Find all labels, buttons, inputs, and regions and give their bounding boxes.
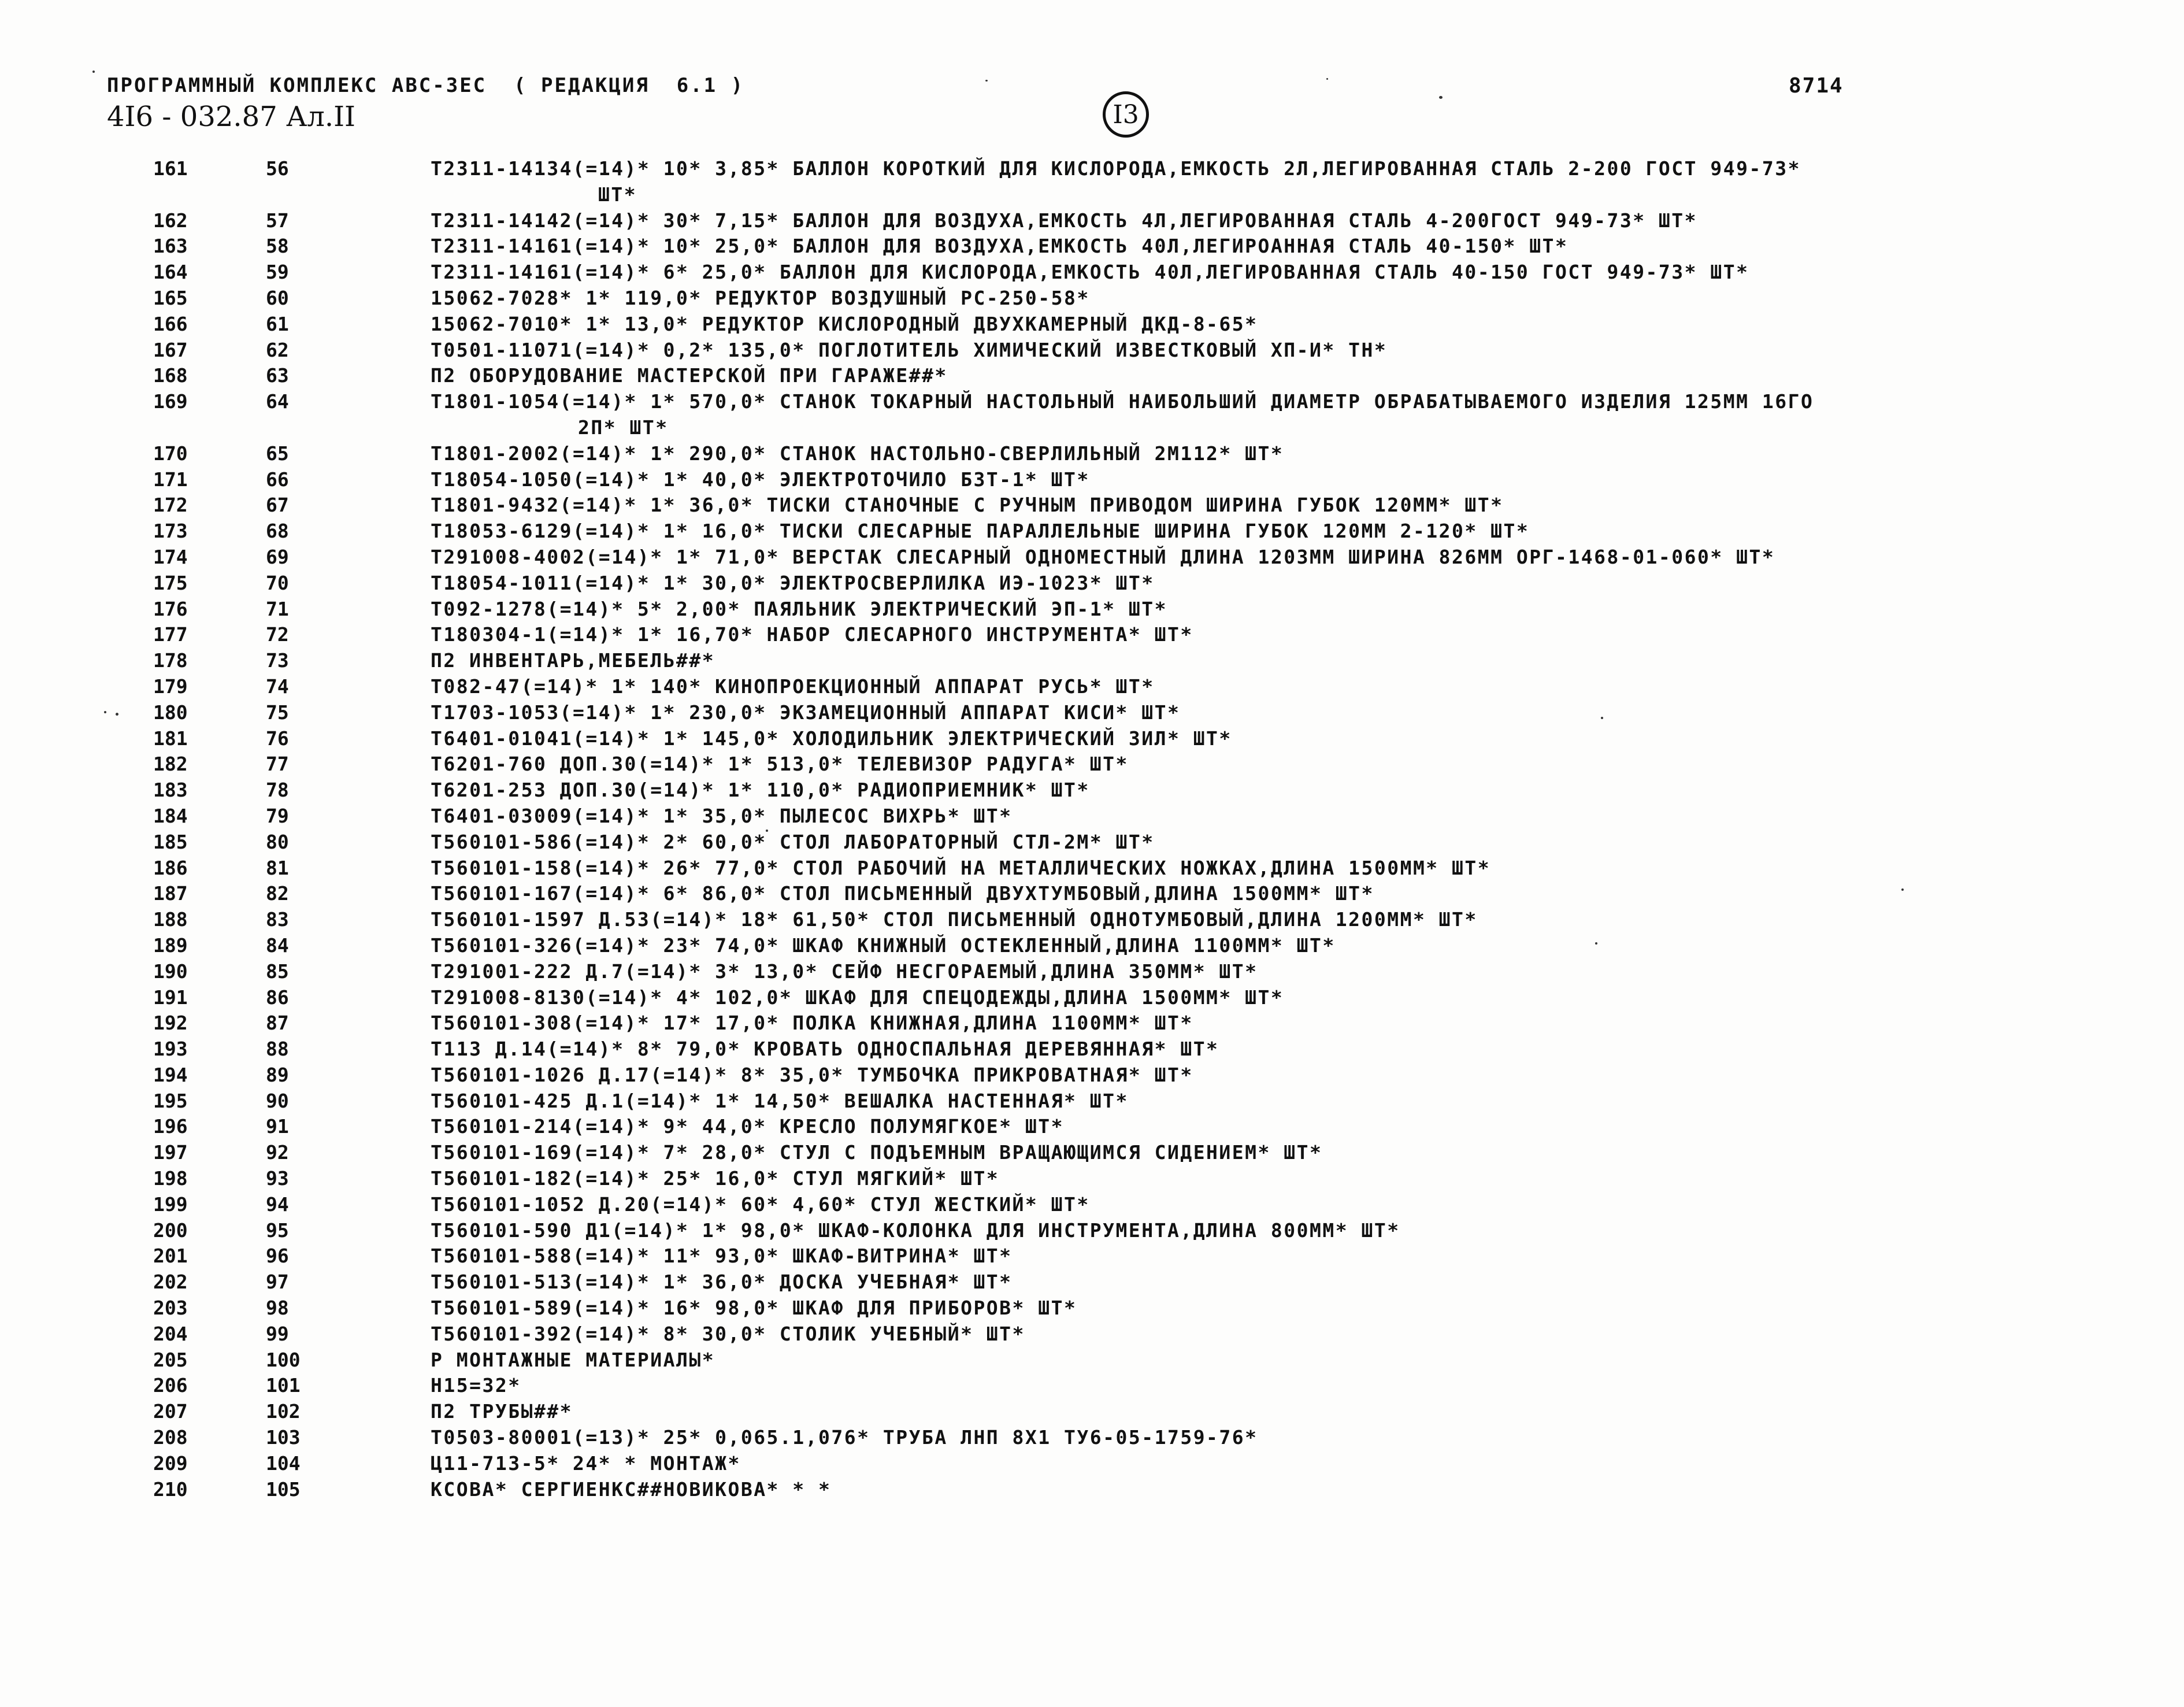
- line-number: 210: [153, 1478, 188, 1501]
- item-number: 65: [266, 442, 289, 465]
- item-record: T560101-182(=14)* 25* 16,0* СТУЛ МЯГКИЙ* ШТ*: [431, 1167, 1000, 1190]
- item-number: 87: [266, 1012, 289, 1035]
- listing-row: [0, 260, 2184, 286]
- item-number: 89: [266, 1063, 289, 1086]
- item-number: 99: [266, 1322, 289, 1345]
- item-number: 67: [266, 494, 289, 517]
- line-number: 173: [153, 520, 188, 543]
- item-number: 57: [266, 209, 289, 232]
- item-number: 94: [266, 1193, 289, 1216]
- item-record: T6401-01041(=14)* 1* 145,0* ХОЛОДИЛЬНИК ЭЛЕКТРИЧЕСКИЙ ЗИЛ* ШТ*: [431, 727, 1232, 750]
- listing-row: [0, 1425, 2184, 1451]
- listing-row: [0, 1295, 2184, 1321]
- line-number: 202: [153, 1271, 188, 1294]
- line-number: 174: [153, 545, 188, 568]
- line-number: 179: [153, 675, 188, 698]
- item-number: 90: [266, 1089, 289, 1112]
- line-number: 199: [153, 1193, 188, 1216]
- line-number: 180: [153, 701, 188, 724]
- item-number: 81: [266, 856, 289, 879]
- line-number: 208: [153, 1426, 188, 1449]
- line-number: 161: [153, 157, 188, 180]
- item-number: 103: [266, 1426, 301, 1449]
- line-number: 209: [153, 1451, 188, 1475]
- listing-row: [0, 156, 2184, 182]
- item-record: T1801-2002(=14)* 1* 290,0* СТАНОК НАСТОЛЬНО-СВЕРЛИЛЬНЫЙ 2М112* ШТ*: [431, 442, 1284, 465]
- item-record: T560101-158(=14)* 26* 77,0* СТОЛ РАБОЧИЙ НА МЕТАЛЛИЧЕСКИХ НОЖКАХ,ДЛИНА 1500ММ* ШТ*: [431, 856, 1491, 879]
- item-record: T082-47(=14)* 1* 140* КИНОПРОЕКЦИОННЫЙ АППАРАТ РУСЬ* ШТ*: [431, 675, 1155, 698]
- line-number: 189: [153, 934, 188, 957]
- item-number: 74: [266, 675, 289, 698]
- item-record: T560101-590 Д1(=14)* 1* 98,0* ШКАФ-КОЛОНКА ДЛЯ ИНСТРУМЕНТА,ДЛИНА 800ММ* ШТ*: [431, 1219, 1400, 1242]
- item-record: T291001-222 Д.7(=14)* 3* 13,0* СЕЙФ НЕСГОРАЕМЫЙ,ДЛИНА 350ММ* ШТ*: [431, 960, 1258, 983]
- listing-row: [0, 1321, 2184, 1347]
- item-record: П2 ТРУБЫ##*: [431, 1400, 573, 1423]
- item-record: T2311-14161(=14)* 6* 25,0* БАЛЛОН ДЛЯ КИСЛОРОДА,ЕМКОСТЬ 40Л,ЛЕГИРОВАННАЯ СТАЛЬ 40-150 ГОСТ 949-73* ШТ*: [431, 261, 1749, 284]
- line-number: 166: [153, 312, 188, 335]
- item-number: 95: [266, 1219, 289, 1242]
- print-speck: [92, 71, 95, 73]
- item-record: T560101-513(=14)* 1* 36,0* ДОСКА УЧЕБНАЯ* ШТ*: [431, 1271, 1013, 1294]
- listing-row: [0, 674, 2184, 700]
- item-number: 84: [266, 934, 289, 957]
- listing-row: [0, 1399, 2184, 1425]
- line-number: 162: [153, 209, 188, 232]
- item-record: T560101-586(=14)* 2* 60,0* СТОЛ ЛАБОРАТОРНЫЙ СТЛ-2М* ШТ*: [431, 830, 1155, 853]
- line-number: 178: [153, 649, 188, 672]
- line-number: 194: [153, 1063, 188, 1086]
- item-record: T560101-214(=14)* 9* 44,0* КРЕСЛО ПОЛУМЯГКОЕ* ШТ*: [431, 1115, 1065, 1138]
- item-record: T6201-253 ДОП.30(=14)* 1* 110,0* РАДИОПРИЕМНИК* ШТ*: [431, 779, 1090, 802]
- item-record: T560101-1052 Д.20(=14)* 60* 4,60* СТУЛ ЖЕСТКИЙ* ШТ*: [431, 1193, 1090, 1216]
- listing-row: [0, 1218, 2184, 1244]
- item-number: 86: [266, 986, 289, 1009]
- line-number: 171: [153, 468, 188, 491]
- line-number: 168: [153, 364, 188, 387]
- item-number: 93: [266, 1167, 289, 1190]
- listing-row: [0, 1451, 2184, 1477]
- item-number: 83: [266, 908, 289, 931]
- item-record: 15062-7010* 1* 13,0* РЕДУКТОР КИСЛОРОДНЫЙ ДВУХКАМЕРНЫЙ ДКД-8-65*: [431, 312, 1258, 335]
- listing-row: [0, 597, 2184, 623]
- listing-row: [0, 726, 2184, 752]
- item-number: 59: [266, 261, 289, 284]
- line-number: 169: [153, 390, 188, 413]
- item-number: 73: [266, 649, 289, 672]
- item-number: 62: [266, 338, 289, 361]
- listing-row: [0, 933, 2184, 959]
- line-number: 204: [153, 1322, 188, 1345]
- item-number: 100: [266, 1348, 301, 1371]
- line-number: 186: [153, 856, 188, 879]
- line-number: 167: [153, 338, 188, 361]
- item-record: П2 ИНВЕНТАРЬ,МЕБЕЛЬ##*: [431, 649, 715, 672]
- line-number: 193: [153, 1038, 188, 1061]
- item-record: T18053-6129(=14)* 1* 16,0* ТИСКИ СЛЕСАРНЫЕ ПАРАЛЛЕЛЬНЫЕ ШИРИНА ГУБОК 120ММ 2-120* ШТ*: [431, 520, 1530, 543]
- print-speck: [1326, 78, 1328, 80]
- item-number: 58: [266, 235, 289, 258]
- line-number: 187: [153, 882, 188, 905]
- listing-row: [0, 700, 2184, 726]
- program-header: ПРОГРАММНЫЙ КОМПЛЕКС АВС-3ЕС ( РЕДАКЦИЯ 6.1 ): [107, 74, 745, 97]
- listing-row: [0, 777, 2184, 803]
- listing-row: [0, 545, 2184, 571]
- page-number-circle: [1103, 91, 1149, 138]
- item-record: T180304-1(=14)* 1* 16,70* НАБОР СЛЕСАРНОГО ИНСТРУМЕНТА* ШТ*: [431, 623, 1193, 646]
- item-number: 64: [266, 390, 289, 413]
- item-record: T0503-80001(=13)* 25* 0,065.1,076* ТРУБА ЛНП 8Х1 ТУ6-05-1759-76*: [431, 1426, 1258, 1449]
- item-number: 92: [266, 1141, 289, 1164]
- listing-row: [0, 1477, 2184, 1503]
- listing-row: [0, 208, 2184, 234]
- line-number: 191: [153, 986, 188, 1009]
- listing-row: [0, 1192, 2184, 1218]
- listing-row: [0, 1166, 2184, 1192]
- item-number: 104: [266, 1451, 301, 1475]
- line-number: 164: [153, 261, 188, 284]
- listing-row: [0, 467, 2184, 493]
- listing-row: [0, 493, 2184, 519]
- item-record: T2311-14161(=14)* 10* 25,0* БАЛЛОН ДЛЯ ВОЗДУХА,ЕМКОСТЬ 40Л,ЛЕГИРОАННАЯ СТАЛЬ 40-150* ШТ*: [431, 235, 1569, 258]
- line-number: 181: [153, 727, 188, 750]
- item-number: 69: [266, 545, 289, 568]
- line-number: 200: [153, 1219, 188, 1242]
- item-number: 97: [266, 1271, 289, 1294]
- listing-row: [0, 389, 2184, 415]
- item-number: 56: [266, 157, 289, 180]
- item-record: T113 Д.14(=14)* 8* 79,0* КРОВАТЬ ОДНОСПАЛЬНАЯ ДЕРЕВЯННАЯ* ШТ*: [431, 1038, 1219, 1061]
- item-record: T560101-308(=14)* 17* 17,0* ПОЛКА КНИЖНАЯ,ДЛИНА 1100ММ* ШТ*: [431, 1012, 1193, 1035]
- listing-row: [0, 286, 2184, 312]
- listing-row: [0, 751, 2184, 777]
- item-number: 72: [266, 623, 289, 646]
- listing-row: [0, 856, 2184, 882]
- item-number: 77: [266, 753, 289, 776]
- listing-row: [0, 441, 2184, 467]
- line-number: 163: [153, 235, 188, 258]
- listing-row: [0, 1010, 2184, 1036]
- line-number: 183: [153, 779, 188, 802]
- listing-row: [0, 363, 2184, 389]
- item-number: 98: [266, 1297, 289, 1320]
- listing-row: [0, 1062, 2184, 1088]
- print-speck: [985, 80, 988, 82]
- item-record: Н15=32*: [431, 1374, 521, 1397]
- print-speck: [1439, 96, 1443, 99]
- item-record: T18054-1050(=14)* 1* 40,0* ЭЛЕКТРОТОЧИЛО БЗТ-1* ШТ*: [431, 468, 1090, 491]
- item-record: T560101-167(=14)* 6* 86,0* СТОЛ ПИСЬМЕННЫЙ ДВУХТУМБОВЫЙ,ДЛИНА 1500ММ* ШТ*: [431, 882, 1374, 905]
- item-record: T291008-4002(=14)* 1* 71,0* ВЕРСТАК СЛЕСАРНЫЙ ОДНОМЕСТНЫЙ ДЛИНА 1203ММ ШИРИНА 826ММ ОРГ-1468-01-060* ШТ*: [431, 545, 1775, 568]
- item-record: КСОВА* СЕРГИЕНКС##НОВИКОВА* * *: [431, 1478, 832, 1501]
- line-number: 170: [153, 442, 188, 465]
- listing-rows: [0, 156, 2184, 1502]
- line-number: 182: [153, 753, 188, 776]
- item-number: 75: [266, 701, 289, 724]
- listing-row: [0, 907, 2184, 933]
- item-number: 70: [266, 571, 289, 594]
- line-number: 177: [153, 623, 188, 646]
- line-number: 198: [153, 1167, 188, 1190]
- line-number: 206: [153, 1374, 188, 1397]
- listing-continuation-row: [0, 415, 2184, 441]
- item-number: 82: [266, 882, 289, 905]
- item-number: 85: [266, 960, 289, 983]
- item-record: ШТ*: [598, 183, 637, 206]
- item-record: T560101-392(=14)* 8* 30,0* СТОЛИК УЧЕБНЫЙ* ШТ*: [431, 1322, 1025, 1345]
- listing-row: [0, 519, 2184, 545]
- line-number: 205: [153, 1348, 188, 1371]
- listing-row: [0, 803, 2184, 830]
- listing-row: [0, 959, 2184, 985]
- item-number: 71: [266, 597, 289, 620]
- item-record: T6201-760 ДОП.30(=14)* 1* 513,0* ТЕЛЕВИЗОР РАДУГА* ШТ*: [431, 753, 1129, 776]
- item-record: T560101-588(=14)* 11* 93,0* ШКАФ-ВИТРИНА* ШТ*: [431, 1245, 1013, 1268]
- item-record: T1801-9432(=14)* 1* 36,0* ТИСКИ СТАНОЧНЫЕ С РУЧНЫМ ПРИВОДОМ ШИРИНА ГУБОК 120ММ* ШТ*: [431, 494, 1504, 517]
- listing-row: [0, 1114, 2184, 1140]
- listing-row: [0, 1373, 2184, 1399]
- listing-row: [0, 881, 2184, 907]
- item-record: T560101-425 Д.1(=14)* 1* 14,50* ВЕШАЛКА НАСТЕННАЯ* ШТ*: [431, 1089, 1129, 1112]
- listing-row: [0, 648, 2184, 674]
- item-record: T6401-03009(=14)* 1* 35,0* ПЫЛЕСОС ВИХРЬ* ШТ*: [431, 804, 1013, 827]
- listing-row: [0, 622, 2184, 648]
- document-code: 4I6 - 032.87 Ал.II: [107, 101, 356, 133]
- listing-row: [0, 312, 2184, 338]
- line-number: 165: [153, 286, 188, 309]
- item-record: T560101-326(=14)* 23* 74,0* ШКАФ КНИЖНЫЙ ОСТЕКЛЕННЫЙ,ДЛИНА 1100ММ* ШТ*: [431, 934, 1336, 957]
- item-record: T560101-589(=14)* 16* 98,0* ШКАФ ДЛЯ ПРИБОРОВ* ШТ*: [431, 1297, 1077, 1320]
- line-number: 197: [153, 1141, 188, 1164]
- line-number: 184: [153, 804, 188, 827]
- listing-row: [0, 571, 2184, 597]
- item-record: T560101-1597 Д.53(=14)* 18* 61,50* СТОЛ ПИСЬМЕННЫЙ ОДНОТУМБОВЫЙ,ДЛИНА 1200ММ* ШТ*: [431, 908, 1478, 931]
- item-number: 76: [266, 727, 289, 750]
- item-number: 66: [266, 468, 289, 491]
- item-number: 79: [266, 804, 289, 827]
- item-number: 91: [266, 1115, 289, 1138]
- listing-row: [0, 1269, 2184, 1295]
- item-number: 88: [266, 1038, 289, 1061]
- item-record: T560101-169(=14)* 7* 28,0* СТУЛ С ПОДЪЕМНЫМ ВРАЩАЮЩИМСЯ СИДЕНИЕМ* ШТ*: [431, 1141, 1323, 1164]
- item-record: T560101-1026 Д.17(=14)* 8* 35,0* ТУМБОЧКА ПРИКРОВАТНАЯ* ШТ*: [431, 1063, 1193, 1086]
- line-number: 188: [153, 908, 188, 931]
- listing-continuation-row: [0, 182, 2184, 208]
- item-number: 78: [266, 779, 289, 802]
- line-number: 207: [153, 1400, 188, 1423]
- item-record: T1703-1053(=14)* 1* 230,0* ЭКЗАМЕЦИОННЫЙ АППАРАТ КИСИ* ШТ*: [431, 701, 1181, 724]
- listing-row: [0, 985, 2184, 1011]
- item-record: T1801-1054(=14)* 1* 570,0* СТАНОК ТОКАРНЫЙ НАСТОЛЬНЫЙ НАИБОЛЬШИЙ ДИАМЕТР ОБРАБАТЫВАЕМОГО ИЗДЕЛИЯ 125ММ 16ГО: [431, 390, 1814, 413]
- listing-row: [0, 1347, 2184, 1373]
- item-record: T0501-11071(=14)* 0,2* 135,0* ПОГЛОТИТЕЛЬ ХИМИЧЕСКИЙ ИЗВЕСТКОВЫЙ ХП-И* ТН*: [431, 338, 1388, 361]
- line-number: 175: [153, 571, 188, 594]
- line-number: 172: [153, 494, 188, 517]
- item-number: 101: [266, 1374, 301, 1397]
- item-number: 61: [266, 312, 289, 335]
- page-number: I3: [1113, 99, 1139, 129]
- listing-row: [0, 338, 2184, 364]
- item-record: T291008-8130(=14)* 4* 102,0* ШКАФ ДЛЯ СПЕЦОДЕЖДЫ,ДЛИНА 1500ММ* ШТ*: [431, 986, 1284, 1009]
- line-number: 185: [153, 830, 188, 853]
- item-record: T092-1278(=14)* 5* 2,00* ПАЯЛЬНИК ЭЛЕКТРИЧЕСКИЙ ЭП-1* ШТ*: [431, 597, 1167, 620]
- item-record: T2311-14134(=14)* 10* 3,85* БАЛЛОН КОРОТКИЙ ДЛЯ КИСЛОРОДА,ЕМКОСТЬ 2Л,ЛЕГИРОВАННАЯ СТАЛЬ 2-200 ГОСТ 949-73*: [431, 157, 1801, 180]
- line-number: 176: [153, 597, 188, 620]
- line-number: 192: [153, 1012, 188, 1035]
- listing-row: [0, 1088, 2184, 1114]
- item-number: 63: [266, 364, 289, 387]
- line-number: 190: [153, 960, 188, 983]
- item-number: 68: [266, 520, 289, 543]
- line-number: 201: [153, 1245, 188, 1268]
- item-record: П2 ОБОРУДОВАНИЕ МАСТЕРСКОЙ ПРИ ГАРАЖЕ##*: [431, 364, 948, 387]
- line-number: 203: [153, 1297, 188, 1320]
- line-number: 195: [153, 1089, 188, 1112]
- item-number: 105: [266, 1478, 301, 1501]
- item-record: Р МОНТАЖНЫЕ МАТЕРИАЛЫ*: [431, 1348, 715, 1371]
- sheet-number: 8714: [1789, 74, 1844, 98]
- item-record: Ц11-713-5* 24* * МОНТАЖ*: [431, 1451, 741, 1475]
- item-number: 96: [266, 1245, 289, 1268]
- item-number: 60: [266, 286, 289, 309]
- item-number: 102: [266, 1400, 301, 1423]
- item-record: T18054-1011(=14)* 1* 30,0* ЭЛЕКТРОСВЕРЛИЛКА ИЭ-1023* ШТ*: [431, 571, 1155, 594]
- listing-row: [0, 830, 2184, 856]
- listing-row: [0, 1036, 2184, 1062]
- listing-row: [0, 1243, 2184, 1269]
- item-record: T2311-14142(=14)* 30* 7,15* БАЛЛОН ДЛЯ ВОЗДУХА,ЕМКОСТЬ 4Л,ЛЕГИРОВАННАЯ СТАЛЬ 4-200ГОСТ 949-73* ШТ*: [431, 209, 1698, 232]
- item-record: 15062-7028* 1* 119,0* РЕДУКТОР ВОЗДУШНЫЙ РС-250-58*: [431, 286, 1090, 309]
- item-record: 2П* ШТ*: [578, 416, 669, 439]
- listing-row: [0, 1140, 2184, 1166]
- line-number: 196: [153, 1115, 188, 1138]
- item-number: 80: [266, 830, 289, 853]
- listing-row: [0, 234, 2184, 260]
